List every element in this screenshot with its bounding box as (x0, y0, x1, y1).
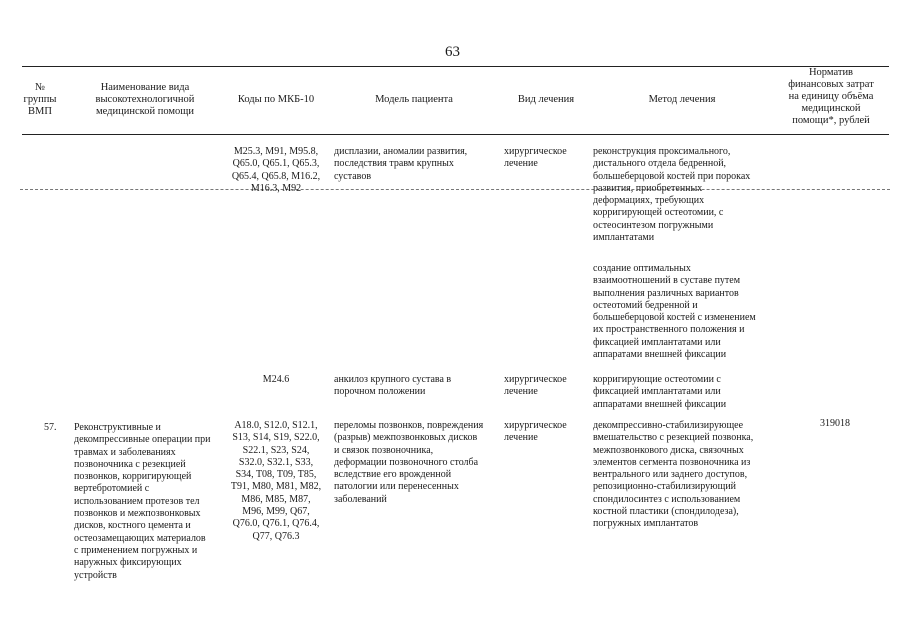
header-model: Модель пациента (375, 94, 453, 105)
header-method: Метод лечения (648, 94, 716, 105)
row3-method: декомпрессивно-стабилизирующее вмешательство с резекцией позвонка, межпозвонкового диска, связочных элементов сегмента позвоночника из вентрального или заднего доступов, репозиционно-стабилизирующий спондилосинтез с использованием костной пластики (спондилодеза), погружных имплантатов (593, 420, 754, 530)
header-codes: Коды по МКБ-10 (237, 94, 315, 105)
row2-method: корригирующие остеотомии с фиксацией имплантатами или аппаратами внешней фиксации (593, 374, 727, 410)
row1-method: реконструкция проксимального, дистального отдела бедренной, большеберцовой костей при пороках развития, приобретенных деформациях, требующих корригирующей остеотомии, с остеосинтезом погружными имплантатами (593, 146, 751, 244)
row1-codes: M25.3, M91, M95.8, Q65.0, Q65.1, Q65.3, Q65.4, Q65.8, M16.2, M16.3, M92 (231, 146, 321, 194)
row1b-method: создание оптимальных взаимоотношений в суставе путем выполнения различных вариантов остеотомий бедренной и большеберцовой костей с изменением их пространственного положения и фиксацией имплантатами или аппаратами внешней фиксации (593, 263, 756, 361)
header-top-rule (22, 66, 889, 67)
header-type: Вид лечения (517, 94, 575, 105)
row1-model: дисплазии, аномалии развития, последствия травм крупных суставов (334, 146, 468, 182)
row2-model: анкилоз крупного сустава в порочном положении (334, 374, 452, 398)
row3-norm: 319018 (820, 418, 850, 429)
row3-name: Реконструктивные и декомпрессивные операции при травмах и заболеваниях позвоночника с резекцией позвонков, корригирующей вертебротомией с использованием протезов тел позвонков и межпозвонковых дисков, костного цемента и остеозамещающих материалов с применением погружных и наружных фиксирующих устройств (74, 422, 211, 581)
page-number: 63 (445, 44, 460, 60)
row1-type: хирургическое лечение (504, 146, 567, 170)
row2-type: хирургическое лечение (504, 374, 567, 398)
header-norm: Норматив финансовых затрат на единицу объёма медицинской помощи*, рублей (788, 67, 874, 126)
header-bottom-rule (22, 134, 889, 135)
row2-codes: M24.6 (262, 374, 290, 385)
header-name: Наименование вида высокотехнологичной медицинской помощи (95, 82, 195, 117)
row3-type: хирургическое лечение (504, 420, 567, 444)
header-group: № группы ВМП (23, 82, 57, 117)
row3-codes: A18.0, S12.0, S12.1, S13, S14, S19, S22.0, S22.1, S23, S24, S32.0, S32.1, S33, S34, T08, T09, T85, T91, M80, M81, M82, M86, M85, M87, M96, M99, Q67, Q76.0, Q76.1, Q76.4, Q77, Q76.3 (230, 420, 322, 542)
row3-group: 57. (44, 422, 57, 433)
row3-model: переломы позвонков, повреждения (разрыв) межпозвонковых дисков и связок позвоночника, деформации позвоночного столба вследствие его врожденной патологии или перенесенных заболеваний (334, 420, 484, 505)
